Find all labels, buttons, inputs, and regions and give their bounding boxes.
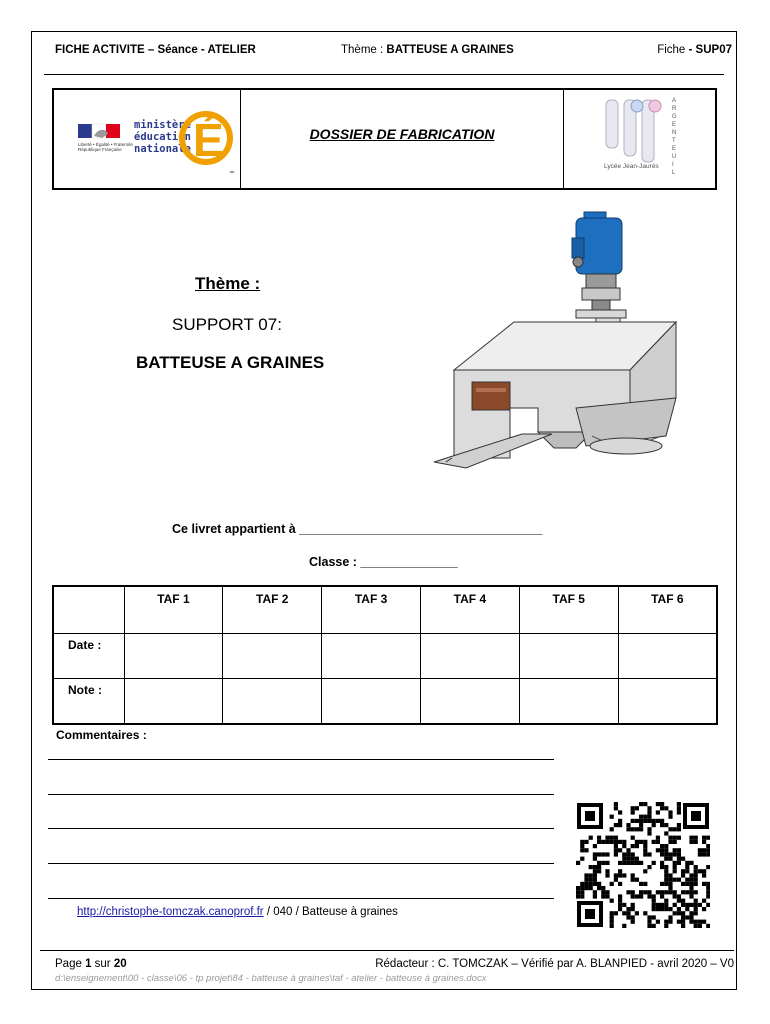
page-number: Page 1 sur 20 — [55, 958, 127, 970]
date-cell[interactable] — [322, 634, 421, 679]
note-cell[interactable] — [223, 678, 322, 724]
svg-text:U: U — [672, 154, 677, 160]
header-fiche-prefix: Fiche — [657, 44, 689, 56]
taf-date-row — [53, 634, 717, 679]
footer-divider — [40, 950, 734, 951]
author-line: Rédacteur : C. TOMCZAK – Vérifié par A. BLANPIED - avril 2020 – V0 — [375, 958, 734, 970]
comment-line[interactable] — [48, 863, 554, 864]
school-logo-cell — [564, 90, 715, 188]
comment-line[interactable] — [48, 794, 554, 795]
taf-column-4: TAF 4 — [420, 586, 519, 634]
header-theme-prefix: Thème : — [341, 44, 387, 56]
svg-text:ministère: ministère — [134, 119, 191, 131]
ministry-logo-cell — [54, 90, 241, 188]
header-theme-value: BATTEUSE A GRAINES — [386, 44, 514, 56]
taf-table — [52, 585, 718, 725]
ministry-logo — [54, 90, 240, 188]
svg-text:nationale: nationale — [134, 143, 191, 155]
svg-text:R: R — [672, 106, 677, 112]
header-fiche-value: - SUP07 — [688, 44, 732, 56]
svg-text:G: G — [672, 114, 677, 120]
owner-field[interactable]: Ce livret appartient à ___________________________________ — [172, 522, 543, 536]
file-path: d:\enseignement\00 - classe\06 - tp projet\84 - batteuse à graines\taf - atelier - batteuse à graines.docx — [55, 973, 487, 984]
header-activity: FICHE ACTIVITE – Séance - ATELIER — [55, 44, 256, 56]
svg-text:N: N — [672, 130, 677, 136]
title-cell — [241, 90, 564, 188]
marianne-flag-icon — [78, 124, 120, 138]
svg-text:E: E — [672, 122, 677, 128]
header-fiche — [657, 44, 732, 56]
svg-text:I: I — [672, 162, 674, 168]
subject-title: BATTEUSE A GRAINES — [136, 353, 325, 372]
qr-code-icon — [576, 802, 710, 928]
taf-note-row — [53, 678, 717, 724]
source-link-line — [77, 906, 398, 918]
taf-column-5: TAF 5 — [519, 586, 618, 634]
comment-line[interactable] — [48, 759, 554, 760]
svg-text:É: É — [193, 114, 224, 166]
note-cell[interactable] — [519, 678, 618, 724]
canoprof-link[interactable]: http://christophe-tomczak.canoprof.fr — [77, 906, 264, 918]
svg-text:Liberté • Égalité • Fraternité: Liberté • Égalité • Fraternité — [78, 142, 133, 147]
svg-text:Lycée Jean-Jaurès: Lycée Jean-Jaurès — [604, 163, 659, 170]
taf-column-1: TAF 1 — [124, 586, 223, 634]
comment-line[interactable] — [48, 898, 554, 899]
svg-text:éducation: éducation — [134, 131, 191, 143]
taf-column-2: TAF 2 — [223, 586, 322, 634]
note-cell[interactable] — [420, 678, 519, 724]
header-divider — [44, 74, 724, 75]
taf-header-row — [53, 586, 717, 634]
svg-text:T: T — [672, 138, 676, 144]
svg-text:L: L — [672, 170, 676, 176]
header-theme — [341, 44, 514, 56]
school-logo — [564, 90, 715, 188]
title-banner — [52, 88, 717, 190]
taf-column-3: TAF 3 — [322, 586, 421, 634]
date-cell[interactable] — [223, 634, 322, 679]
seed-thresher-illustration — [426, 210, 692, 478]
date-cell[interactable] — [420, 634, 519, 679]
note-cell[interactable] — [322, 678, 421, 724]
dossier-title: DOSSIER DE FABRICATION — [309, 126, 495, 142]
classe-field[interactable]: Classe : ______________ — [309, 555, 458, 569]
link-suffix: / 040 / Batteuse à graines — [263, 906, 398, 918]
note-row-label: Note : — [53, 678, 124, 724]
svg-text:A: A — [672, 98, 677, 104]
taf-corner-cell — [53, 586, 124, 634]
support-number: SUPPORT 07: — [172, 315, 282, 334]
date-cell[interactable] — [618, 634, 717, 679]
note-cell[interactable] — [618, 678, 717, 724]
taf-column-6: TAF 6 — [618, 586, 717, 634]
svg-text:République Française: République Française — [78, 147, 122, 152]
svg-text:E: E — [672, 146, 677, 152]
comments-label: Commentaires : — [56, 728, 147, 742]
date-row-label: Date : — [53, 634, 124, 679]
theme-label: Thème : — [195, 274, 261, 293]
comment-line[interactable] — [48, 828, 554, 829]
note-cell[interactable] — [124, 678, 223, 724]
date-cell[interactable] — [124, 634, 223, 679]
date-cell[interactable] — [519, 634, 618, 679]
